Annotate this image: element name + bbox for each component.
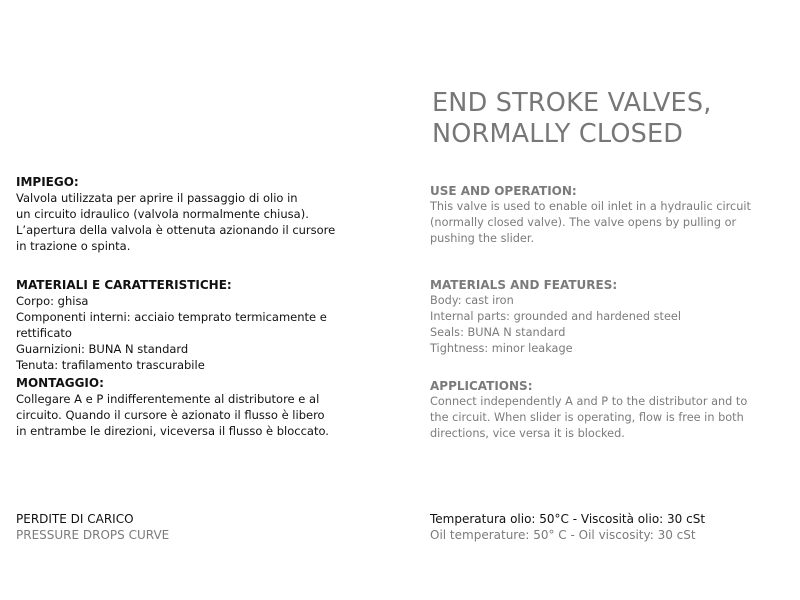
oil-temperature-it: Temperatura olio: 50°C - Viscosità olio: 30 cSt [430, 512, 706, 526]
italian-mounting-line: Collegare A e P indifferentemente al distributore e al [16, 392, 320, 406]
italian-materials-heading: MATERIALI E CARATTERISTICHE: [16, 278, 232, 292]
italian-use-section [16, 174, 406, 254]
english-applications-line: the circuit. When slider is operating, flow is free in both [430, 411, 744, 424]
italian-materials-section [16, 277, 406, 373]
italian-footer [16, 511, 169, 543]
english-applications-section [430, 378, 790, 442]
pressure-drops-label-en: PRESSURE DROPS CURVE [16, 528, 170, 542]
italian-use-line: L’apertura della valvola è ottenuta azionando il cursore [16, 223, 336, 237]
italian-materials-line: Tenuta: trafilamento trascurabile [16, 358, 205, 372]
english-use-line: This valve is used to enable oil inlet in a hydraulic circuit [430, 200, 751, 213]
oil-temperature-en: Oil temperature: 50° C - Oil viscosity: 30 cSt [430, 528, 696, 542]
italian-mounting-line: in entrambe le direzioni, viceversa il flusso è bloccato. [16, 424, 329, 438]
english-footer [430, 511, 705, 543]
pressure-drops-label-it: PERDITE DI CARICO [16, 512, 134, 526]
italian-materials-line: Guarnizioni: BUNA N standard [16, 342, 189, 356]
english-materials-line: Body: cast iron [430, 294, 514, 307]
italian-mounting-section [16, 375, 406, 439]
italian-materials-line: Componenti interni: acciaio temprato termicamente e [16, 310, 327, 324]
italian-use-line: in trazione o spinta. [16, 239, 131, 253]
italian-materials-line: rettificato [16, 326, 72, 340]
english-materials-line: Seals: BUNA N standard [430, 326, 566, 339]
english-use-line: pushing the slider. [430, 232, 535, 245]
english-applications-heading: APPLICATIONS: [430, 379, 533, 393]
title-line-2: NORMALLY CLOSED [432, 119, 684, 149]
english-applications-line: directions, vice versa it is blocked. [430, 427, 625, 440]
italian-use-heading: IMPIEGO: [16, 175, 79, 189]
italian-mounting-heading: MONTAGGIO: [16, 376, 104, 390]
english-applications-line: Connect independently A and P to the distributor and to [430, 395, 748, 408]
english-materials-line: Internal parts: grounded and hardened steel [430, 310, 681, 323]
italian-materials-line: Corpo: ghisa [16, 294, 89, 308]
italian-mounting-line: circuito. Quando il cursore è azionato il flusso è libero [16, 408, 325, 422]
english-materials-section [430, 277, 790, 357]
title-line-1: END STROKE VALVES, [432, 88, 712, 118]
english-materials-line: Tightness: minor leakage [430, 342, 573, 355]
italian-use-line: un circuito idraulico (valvola normalmente chiusa). [16, 207, 309, 221]
english-use-heading: USE AND OPERATION: [430, 184, 577, 198]
page-title [432, 88, 712, 150]
english-materials-heading: MATERIALS AND FEATURES: [430, 278, 618, 292]
english-use-line: (normally closed valve). The valve opens by pulling or [430, 216, 737, 229]
english-use-section [430, 183, 790, 247]
italian-use-line: Valvola utilizzata per aprire il passaggio di olio in [16, 191, 298, 205]
